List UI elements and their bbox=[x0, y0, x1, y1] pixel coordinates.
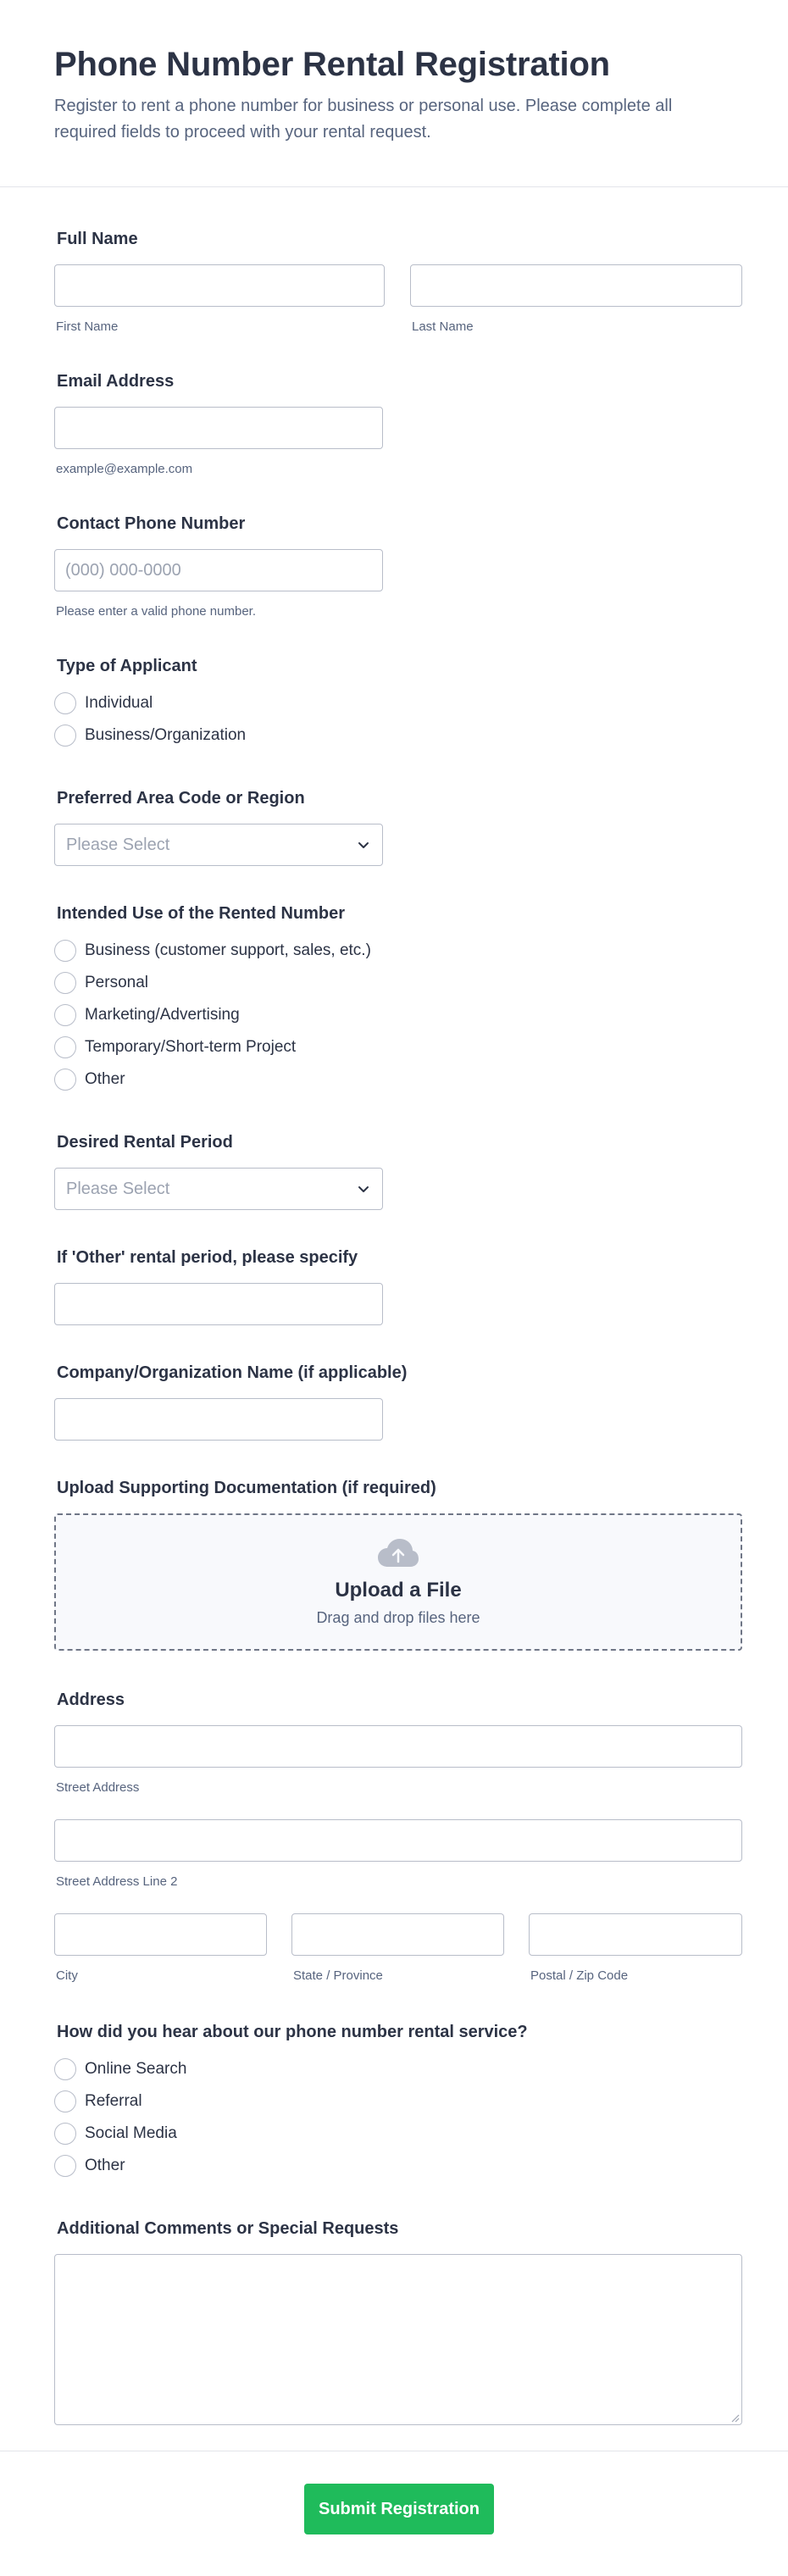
email-field bbox=[54, 371, 174, 391]
referral-options bbox=[54, 2053, 186, 2182]
area-code-field bbox=[54, 788, 305, 808]
comments-field bbox=[54, 2218, 398, 2239]
form-header bbox=[0, 0, 788, 187]
page-title: Phone Number Rental Registration bbox=[54, 46, 610, 83]
radio-button[interactable] bbox=[54, 972, 76, 994]
upload-title: Upload a File bbox=[335, 1578, 462, 1602]
city-input[interactable] bbox=[54, 1913, 267, 1956]
referral-label: How did you hear about our phone number rental service? bbox=[57, 2023, 528, 2041]
intended-use-field bbox=[54, 903, 345, 924]
radio-label: Other bbox=[85, 2157, 125, 2174]
street-address-sublabel: Street Address bbox=[56, 1780, 140, 1795]
file-upload-dropzone[interactable] bbox=[54, 1513, 742, 1651]
radio-option-business[interactable] bbox=[54, 719, 246, 752]
radio-button[interactable] bbox=[54, 2058, 76, 2080]
radio-button[interactable] bbox=[54, 940, 76, 962]
rental-period-label: Desired Rental Period bbox=[57, 1133, 233, 1152]
radio-label: Other bbox=[85, 1070, 125, 1088]
phone-label: Contact Phone Number bbox=[57, 514, 246, 533]
radio-button[interactable] bbox=[54, 724, 76, 747]
cloud-upload-icon bbox=[377, 1538, 419, 1568]
first-name-sublabel: First Name bbox=[56, 319, 119, 334]
radio-option-social-media[interactable] bbox=[54, 2118, 186, 2150]
radio-button[interactable] bbox=[54, 2123, 76, 2145]
chevron-down-icon bbox=[357, 1182, 370, 1196]
full-name-field bbox=[54, 229, 138, 249]
phone-input[interactable] bbox=[54, 549, 383, 591]
email-input[interactable] bbox=[54, 407, 383, 449]
applicant-type-label: Type of Applicant bbox=[57, 657, 197, 675]
rental-period-select[interactable] bbox=[54, 1168, 383, 1210]
resize-handle-icon[interactable] bbox=[730, 2412, 740, 2423]
area-code-select[interactable] bbox=[54, 824, 383, 866]
first-name-input[interactable] bbox=[54, 264, 385, 307]
phone-sublabel: Please enter a valid phone number. bbox=[56, 604, 256, 619]
other-period-input[interactable] bbox=[54, 1283, 383, 1325]
chevron-down-icon bbox=[357, 838, 370, 852]
radio-option-marketing[interactable] bbox=[54, 999, 371, 1031]
comments-textarea[interactable] bbox=[54, 2254, 742, 2425]
company-input[interactable] bbox=[54, 1398, 383, 1441]
rental-period-field bbox=[54, 1132, 233, 1152]
state-input[interactable] bbox=[291, 1913, 504, 1956]
radio-button[interactable] bbox=[54, 2090, 76, 2112]
select-value: Please Select bbox=[66, 835, 170, 854]
radio-option-online-search[interactable] bbox=[54, 2053, 186, 2085]
state-sublabel: State / Province bbox=[293, 1968, 383, 1983]
company-label: Company/Organization Name (if applicable) bbox=[57, 1363, 408, 1382]
radio-label: Online Search bbox=[85, 2060, 187, 2078]
street-address-line2-input[interactable] bbox=[54, 1819, 742, 1862]
last-name-input[interactable] bbox=[410, 264, 742, 307]
intended-use-options bbox=[54, 935, 371, 1096]
radio-option-business-use[interactable] bbox=[54, 935, 371, 967]
radio-label: Marketing/Advertising bbox=[85, 1006, 240, 1024]
full-name-label: Full Name bbox=[57, 230, 138, 248]
radio-button[interactable] bbox=[54, 2155, 76, 2177]
comments-wrapper bbox=[54, 2254, 742, 2425]
radio-option-referral[interactable] bbox=[54, 2085, 186, 2118]
other-period-field bbox=[54, 1247, 358, 1268]
last-name-sublabel: Last Name bbox=[412, 319, 474, 334]
upload-field bbox=[54, 1478, 436, 1498]
radio-label: Social Media bbox=[85, 2124, 177, 2142]
street-address-line2-sublabel: Street Address Line 2 bbox=[56, 1874, 178, 1889]
email-label: Email Address bbox=[57, 372, 175, 391]
radio-label: Business (customer support, sales, etc.) bbox=[85, 941, 371, 959]
form-footer bbox=[0, 2451, 788, 2576]
referral-field bbox=[54, 2022, 528, 2042]
radio-label: Individual bbox=[85, 694, 153, 712]
city-sublabel: City bbox=[56, 1968, 78, 1983]
radio-option-individual[interactable] bbox=[54, 687, 246, 719]
intended-use-label: Intended Use of the Rented Number bbox=[57, 904, 346, 923]
radio-button[interactable] bbox=[54, 692, 76, 714]
comments-label: Additional Comments or Special Requests bbox=[57, 2219, 399, 2238]
radio-label: Temporary/Short-term Project bbox=[85, 1038, 297, 1056]
area-code-label: Preferred Area Code or Region bbox=[57, 789, 305, 808]
radio-button[interactable] bbox=[54, 1004, 76, 1026]
address-field bbox=[54, 1690, 125, 1710]
applicant-type-options bbox=[54, 687, 246, 752]
radio-label: Business/Organization bbox=[85, 726, 247, 744]
other-period-label: If 'Other' rental period, please specify bbox=[57, 1248, 358, 1267]
zip-input[interactable] bbox=[529, 1913, 742, 1956]
radio-label: Personal bbox=[85, 974, 148, 991]
radio-button[interactable] bbox=[54, 1069, 76, 1091]
street-address-input[interactable] bbox=[54, 1725, 742, 1768]
upload-subtitle: Drag and drop files here bbox=[316, 1608, 480, 1626]
email-sublabel: example@example.com bbox=[56, 462, 193, 476]
phone-field bbox=[54, 514, 245, 534]
page-description: Register to rent a phone number for business or personal use. Please complete all required fields to proceed with your rental request. bbox=[54, 97, 673, 142]
radio-option-personal[interactable] bbox=[54, 967, 371, 999]
address-label: Address bbox=[57, 1690, 125, 1709]
radio-option-temporary[interactable] bbox=[54, 1031, 371, 1063]
select-value: Please Select bbox=[66, 1179, 170, 1198]
company-field bbox=[54, 1363, 407, 1383]
submit-button[interactable]: Submit Registration bbox=[304, 2484, 494, 2534]
radio-label: Referral bbox=[85, 2092, 142, 2110]
zip-sublabel: Postal / Zip Code bbox=[530, 1968, 629, 1983]
radio-option-other-referral[interactable] bbox=[54, 2150, 186, 2182]
upload-label: Upload Supporting Documentation (if required) bbox=[57, 1479, 436, 1497]
radio-button[interactable] bbox=[54, 1036, 76, 1058]
applicant-type-field bbox=[54, 656, 197, 676]
radio-option-other-use[interactable] bbox=[54, 1063, 371, 1096]
